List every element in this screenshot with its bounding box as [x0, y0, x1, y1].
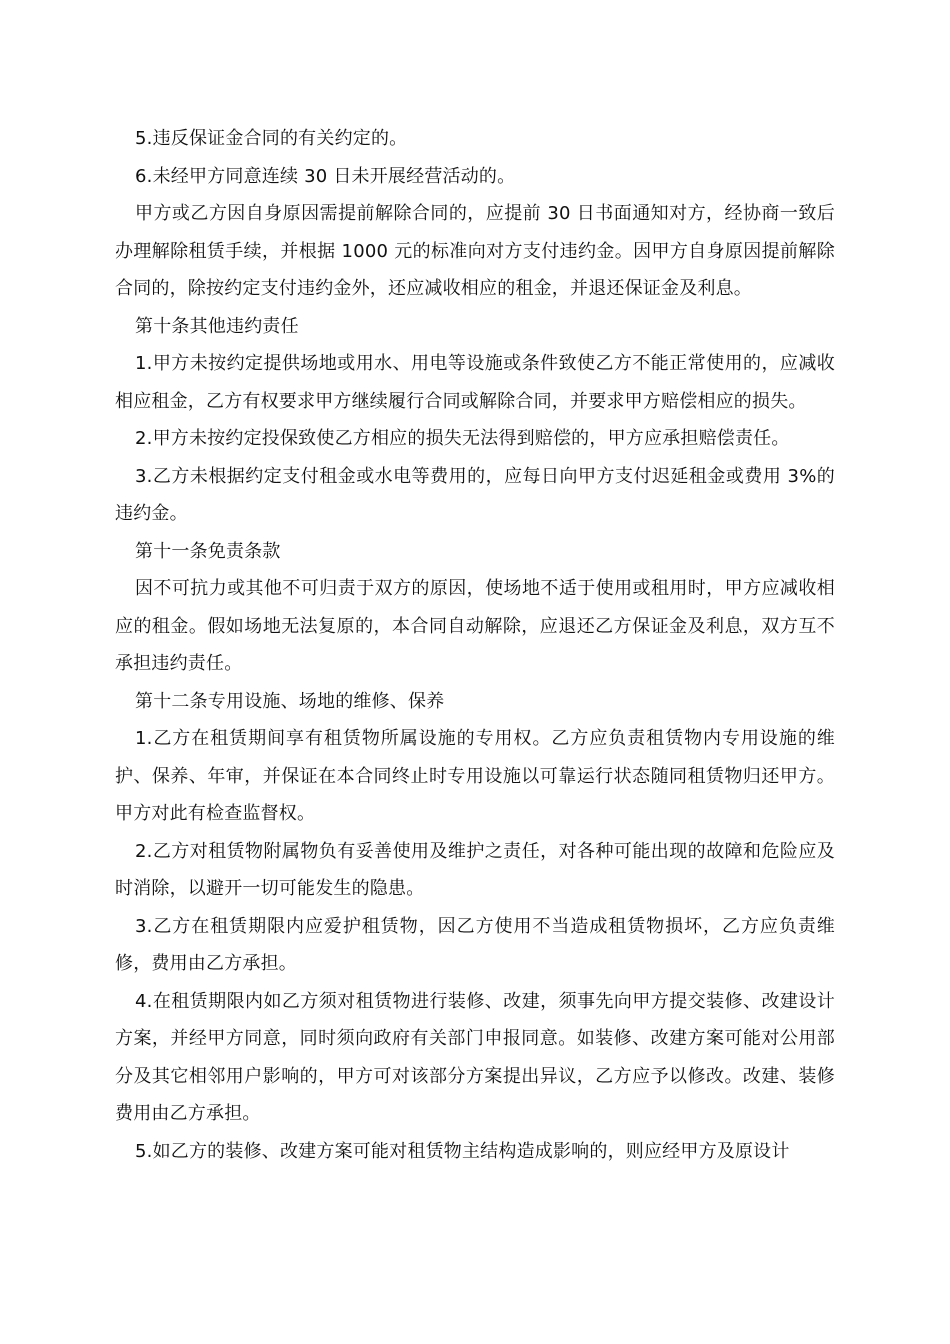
document-body — [115, 120, 835, 1170]
paragraph-article-12-item-2: 2.乙方对租赁物附属物负有妥善使用及维护之责任，对各种可能出现的故障和危险应及时消除，以避开一切可能发生的隐患。 — [115, 840, 835, 899]
paragraph-article-10-item-3: 3.乙方未根据约定支付租金或水电等费用的，应每日向甲方支付迟延租金或费用 3%的违约金。 — [115, 465, 835, 524]
paragraph-article-11-body: 因不可抗力或其他不可归责于双方的原因，使场地不适于使用或租用时，甲方应减收相应的租金。假如场地无法复原的，本合同自动解除，应退还乙方保证金及利息，双方互不承担违约责任。 — [115, 578, 835, 674]
paragraph-article-12-item-4: 4.在租赁期限内如乙方须对租赁物进行装修、改建，须事先向甲方提交装修、改建设计方案，并经甲方同意，同时须向政府有关部门申报同意。如装修、改建方案可能对公用部分及其它相邻用户影响的，甲方可对该部分方案提出异议，乙方应予以修改。改建、装修费用由乙方承担。 — [115, 990, 835, 1124]
paragraph-item-5: 5.违反保证金合同的有关约定的。 — [135, 128, 408, 149]
paragraph-article-12-item-3: 3.乙方在租赁期限内应爱护租赁物，因乙方使用不当造成租赁物损坏，乙方应负责维修，费用由乙方承担。 — [115, 915, 835, 974]
section-heading-article-11: 第十一条免责条款 — [135, 540, 281, 562]
paragraph-article-12-item-5: 5.如乙方的装修、改建方案可能对租赁物主结构造成影响的，则应经甲方及原设计 — [135, 1140, 790, 1162]
paragraph-early-termination: 甲方或乙方因自身原因需提前解除合同的，应提前 30 日书面通知对方，经协商一致后办理解除租赁手续，并根据 1000 元的标准向对方支付违约金。因甲方自身原因提前解除合同的，除按约定支付违约金外，还应减收相应的租金，并退还保证金及利息。 — [115, 203, 835, 299]
section-heading-article-12: 第十二条专用设施、场地的维修、保养 — [135, 690, 445, 712]
paragraph-item-6: 6.未经甲方同意连续 30 日未开展经营活动的。 — [135, 165, 516, 187]
paragraph-article-10-item-2: 2.甲方未按约定投保致使乙方相应的损失无法得到赔偿的，甲方应承担赔偿责任。 — [135, 428, 790, 449]
section-heading-article-10: 第十条其他违约责任 — [135, 315, 299, 337]
paragraph-article-10-item-1: 1.甲方未按约定提供场地或用水、用电等设施或条件致使乙方不能正常使用的，应减收相应租金，乙方有权要求甲方继续履行合同或解除合同，并要求甲方赔偿相应的损失。 — [115, 353, 835, 412]
paragraph-article-12-item-1: 1.乙方在租赁期间享有租赁物所属设施的专用权。乙方应负责租赁物内专用设施的维护、保养、年审，并保证在本合同终止时专用设施以可靠运行状态随同租赁物归还甲方。甲方对此有检查监督权。 — [115, 728, 835, 824]
